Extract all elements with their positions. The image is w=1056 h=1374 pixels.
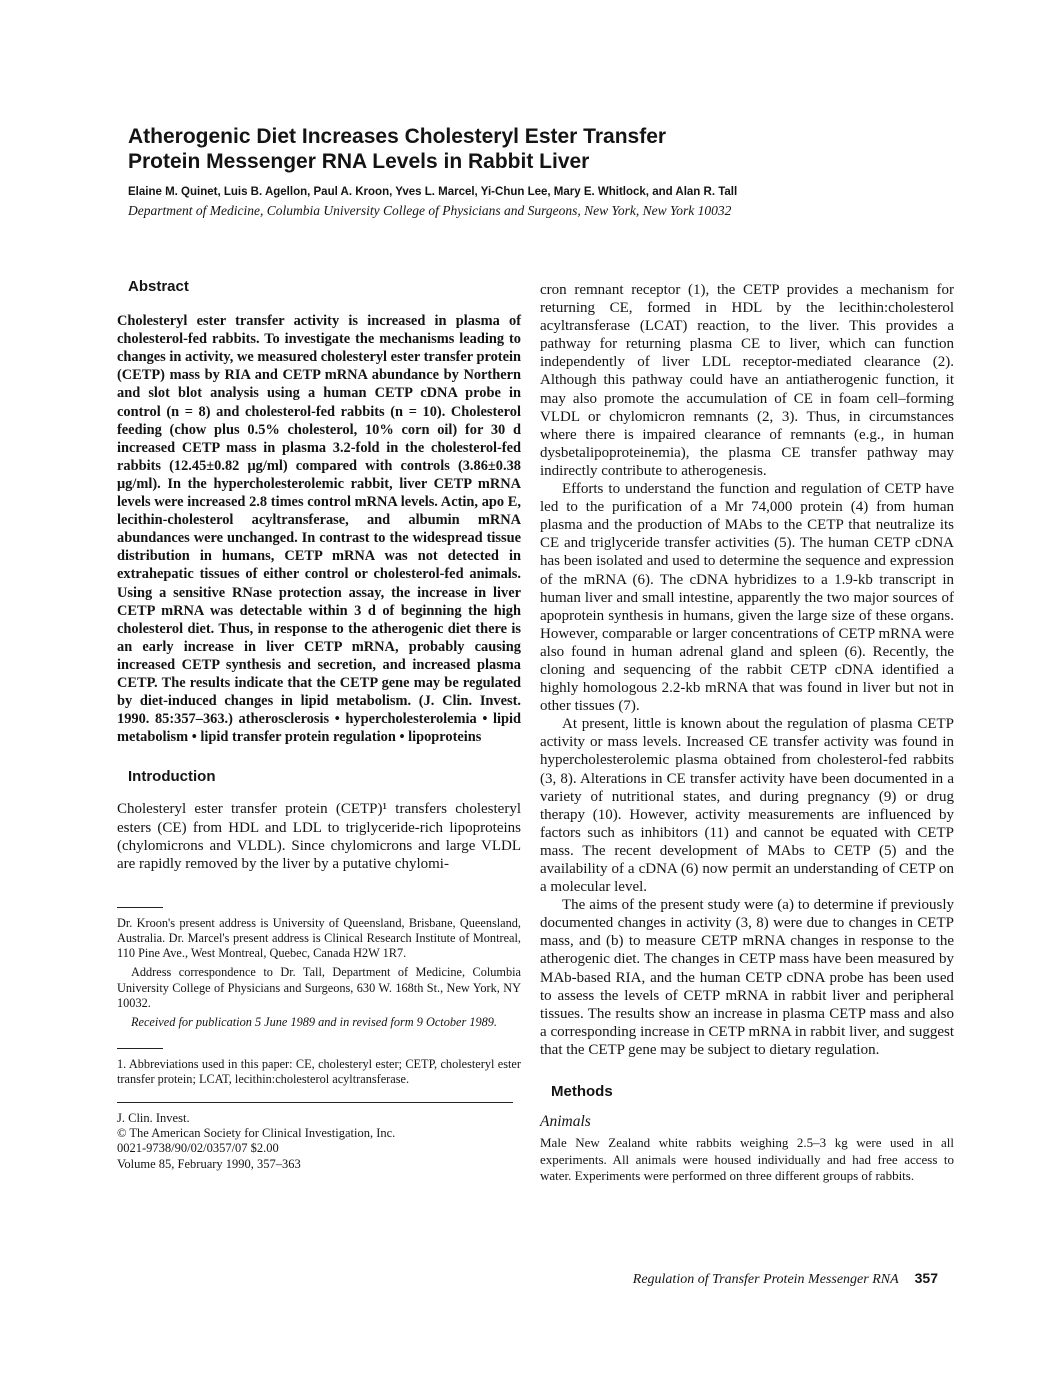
methods-animals-text: Male New Zealand white rabbits weighing 2.5–3 kg were used in all experiments. All animals were housed individually and had free access to water. Experiments were performed on three different groups of rabbits. xyxy=(540,1135,954,1184)
animals-subheading: Animals xyxy=(540,1113,591,1131)
running-title: Regulation of Transfer Protein Messenger RNA xyxy=(632,1272,899,1287)
page-footer xyxy=(633,1270,938,1288)
intro-paragraph-4: The aims of the present study were (a) to determine if previously documented changes in activity (3, 8) were due to changes in CETP mass, and (b) to measure CETP mRNA changes in response to the atherogenic diet. The changes in CETP mass have been measured by MAb-based RIA, and the human CETP cDNA probe has been used to assess the levels of CETP mRNA in rabbit liver and peripheral tissues. The results show an increase in plasma CETP mass and also a corresponding increase in CETP mRNA in rabbit liver, and suggest that the CETP gene may be subject to dietary regulation. xyxy=(540,897,954,1058)
journal-issn: 0021-9738/90/02/0357/07 $2.00 xyxy=(117,1141,279,1156)
title-line-2: Protein Messenger RNA Levels in Rabbit Liver xyxy=(128,150,590,173)
page-number: 357 xyxy=(914,1270,938,1286)
abbreviation-footnote xyxy=(117,1057,521,1087)
footnote-received: Received for publication 5 June 1989 and in revised form 9 October 1989. xyxy=(131,1015,497,1030)
journal-copyright: © The American Society for Clinical Investigation, Inc. xyxy=(117,1125,396,1140)
author-list: Elaine M. Quinet, Luis B. Agellon, Paul A. Kroon, Yves L. Marcel, Yi-Chun Lee, Mary E. Whitlock, and Alan R. Tall xyxy=(128,186,738,198)
journal-volume: Volume 85, February 1990, 357–363 xyxy=(117,1156,301,1171)
introduction-heading: Introduction xyxy=(128,768,216,786)
footnote-addresses: Dr. Kroon's present address is University of Queensland, Brisbane, Queensland, Australia. Dr. Marcel's present address is Clinical Research Institute of Montreal, 110 Pine Ave., West Montreal, Quebec, Canada H2W 1R7. xyxy=(117,915,521,961)
abstract-text: Cholesteryl ester transfer activity is increased in plasma of cholesterol-fed rabbits. To investigate the mechanisms leading to changes in activity, we measured cholesteryl ester transfer protein (CETP) mass by RIA and CETP mRNA abundance by Northern and slot blot analysis using a human CETP cDNA probe in control (n = 8) and cholesterol-fed rabbits (n = 10). Cholesterol feeding (chow plus 0.5% cholesterol, 10% corn oil) for 30 d increased CETP mass in plasma 3.2-fold in the cholesterol-fed rabbits (12.45±0.82 μg/ml) compared with controls (3.86±0.38 μg/ml). In the hypercholesterolemic rabbit, liver CETP mRNA levels were increased 2.8 times control mRNA levels. Actin, apo E, lecithin-cholesterol acyltransferase, and albumin mRNA abundances were unchanged. In contrast to the widespread tissue distribution in humans, CETP mRNA was not detected in extrahepatic tissues of either control or cholesterol-fed animals. Using a sensitive RNase protection assay, the increase in liver CETP mRNA was detectable within 3 d of beginning the high cholesterol diet. Thus, in response to the atherogenic diet there is an early increase in liver CETP mRNA, probably causing increased CETP synthesis and secretion, and increased plasma CETP. The results indicate that the CETP gene may be regulated by diet-induced changes in lipid metabolism. (J. Clin. Invest. 1990. 85:357–363.) atherosclerosis • hypercholesterolemia • lipid metabolism • lipid transfer protein regulation • lipoproteins xyxy=(117,313,521,746)
footnote-divider xyxy=(117,907,163,908)
intro-paragraph-2: Efforts to understand the function and regulation of CETP have led to the purification of a Mr 74,000 protein (4) from human plasma and the production of MAbs to the CETP that neutralize its CE and triglyceride transfer activities (5). The human CETP cDNA has been isolated and used to determine the sequence and expression of the mRNA (6). The cDNA hybridizes to a 1.9-kb transcript in human liver and small intestine, apparently the two major sources of apoprotein synthesis in humans, given the large size of these organs. However, comparable or larger concentrations of CETP mRNA were also found in human adrenal gland and spleen (6). Recently, the cloning and sequencing of the rabbit CETP cDNA identified a highly homologous 2.2-kb mRNA that was found in liver but not in other tissues (7). xyxy=(540,481,954,715)
abstract-body xyxy=(117,312,521,746)
title-line-1: Atherogenic Diet Increases Cholesteryl Ester Transfer xyxy=(128,125,667,148)
abbreviation-divider xyxy=(117,1048,163,1049)
affiliation: Department of Medicine, Columbia University College of Physicians and Surgeons, New York, New York 10032 xyxy=(128,203,732,218)
article-title xyxy=(128,124,948,174)
journal-name: J. Clin. Invest. xyxy=(117,1110,190,1125)
intro-paragraph-1: Cholesteryl ester transfer protein (CETP)¹ transfers cholesteryl esters (CE) from HDL and LDL to triglyceride-rich lipoproteins (chylomicrons and VLDL). Since chylomicrons and large VLDL are rapidly removed by the liver by a putative chylomi- xyxy=(117,801,521,872)
journal-info xyxy=(117,1111,521,1172)
right-column xyxy=(540,281,954,1185)
journal-divider xyxy=(117,1102,513,1103)
footnote-correspondence: Address correspondence to Dr. Tall, Department of Medicine, Columbia University College of Physicians and Surgeons, 630 W. 168th St., New York, NY 10032. xyxy=(117,965,521,1010)
methods-heading: Methods xyxy=(551,1083,613,1101)
author-footnotes xyxy=(117,916,521,1030)
abstract-heading: Abstract xyxy=(128,278,189,295)
footnote-abbreviations: 1. Abbreviations used in this paper: CE, cholesteryl ester; CETP, cholesteryl ester transfer protein; LCAT, lecithin:cholesterol acyltransferase. xyxy=(117,1057,521,1087)
intro-paragraph-3: At present, little is known about the regulation of plasma CETP activity or mass levels. Increased CE transfer activity was found in hypercholesterolemic plasma obtained from cholesterol-fed rabbits (3, 8). Alterations in CE transfer activity have been documented in a variety of nutritional states, and during pregnancy (9) or drug therapy (10). However, activity measurements are influenced by factors such as inhibitors (11) and cannot be equated with CETP mass. The recent development of MAbs to CETP (5) and the availability of a cDNA (6) now permit an understanding of CETP on a molecular level. xyxy=(540,716,954,896)
left-column xyxy=(117,278,521,1172)
intro-paragraph-1-continued: cron remnant receptor (1), the CETP provides a mechanism for returning CE, formed in HDL by the lecithin:cholesterol acyltransferase (LCAT) reaction, to the liver. This provides a pathway for returning plasma CE to liver, which can function independently of liver LDL receptor-mediated clearance (2). Although this pathway could have an antiatherogenic function, it may also promote the accumulation of CE in foam cell–forming VLDL or chylomicron remnants (2, 3). Thus, in circumstances where there is impaired clearance of remnants (e.g., in human dysbetalipoproteinemia), the plasma CE transfer pathway may indirectly contribute to atherogenesis. xyxy=(540,282,954,479)
